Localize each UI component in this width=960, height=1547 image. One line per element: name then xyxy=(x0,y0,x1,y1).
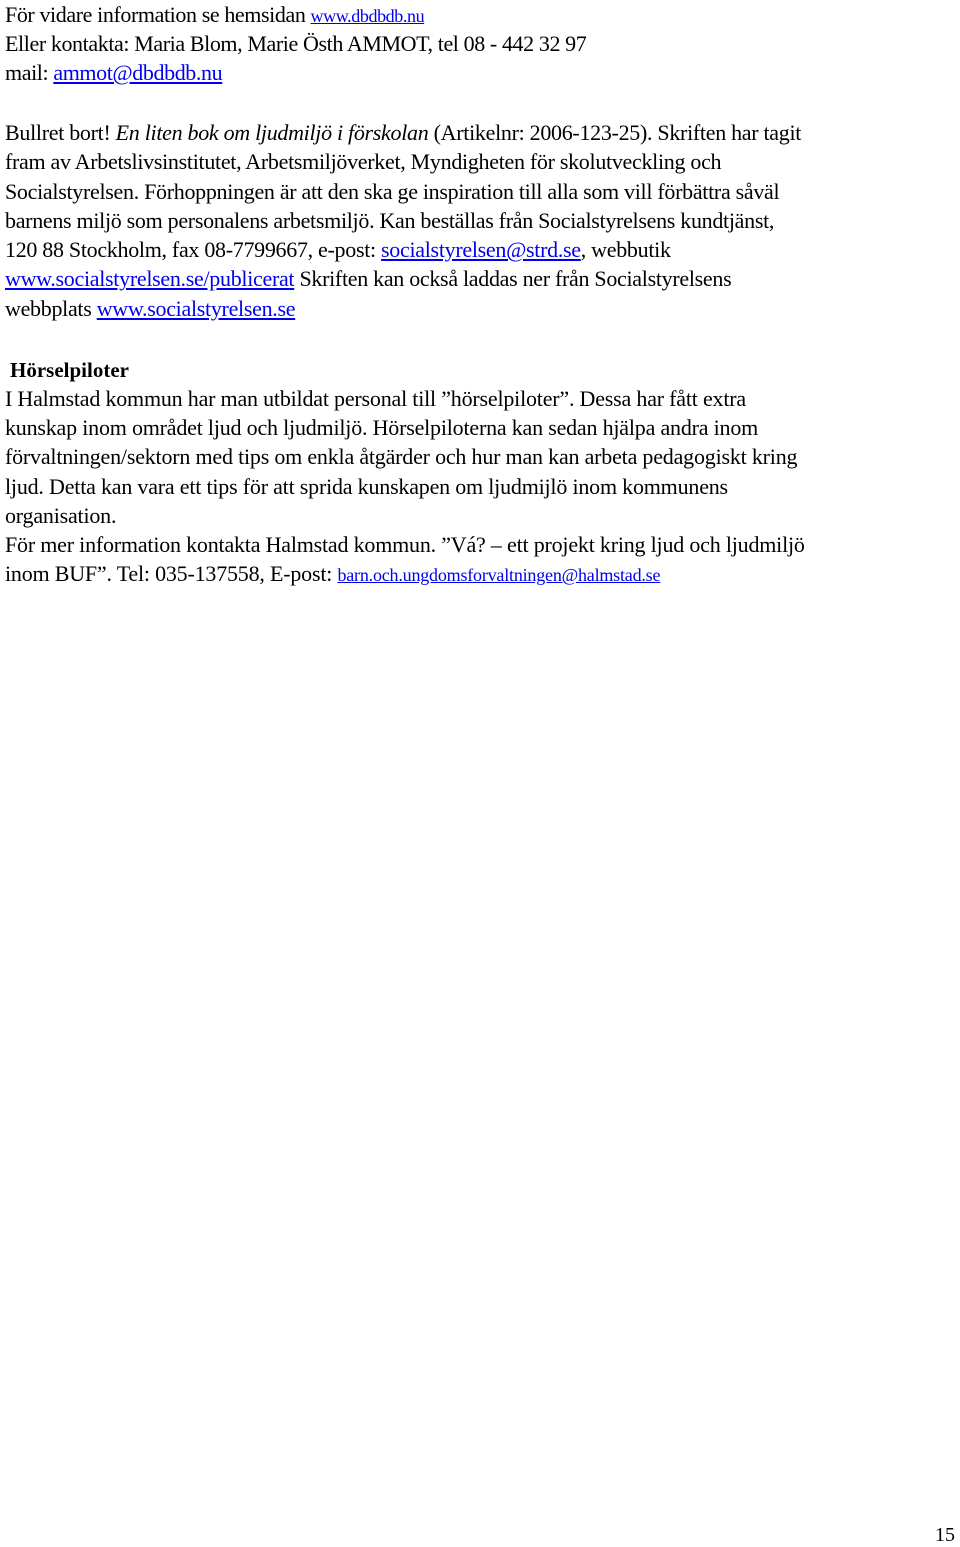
contact-line: Eller kontakta: Maria Blom, Marie Östh AMMOT, tel 08 - 442 32 97 xyxy=(5,31,587,56)
paragraph-line: organisation. xyxy=(5,502,117,528)
contact-block xyxy=(5,0,953,87)
download-text: Skriften kan också laddas ner från Socialstyrelsens xyxy=(294,266,732,292)
webshop-text: , webbutik xyxy=(580,237,671,263)
horselpiloter-paragraph xyxy=(5,384,953,588)
paragraph-line xyxy=(5,235,953,264)
mail-link[interactable]: ammot@dbdbdb.nu xyxy=(53,60,223,85)
paragraph-line: För mer information kontakta Halmstad kommun. ”Vá? – ett projekt kring ljud och ljudmiljö xyxy=(5,532,805,558)
address-text: 120 88 Stockholm, fax 08-7799667, e-post: xyxy=(5,237,382,263)
homepage-text: För vidare information se hemsidan xyxy=(5,2,311,27)
homepage-link[interactable]: www.dbdbdb.nu xyxy=(310,6,425,26)
homepage-line xyxy=(5,0,953,29)
book-title-prefix: Bullret bort! xyxy=(5,120,116,145)
halmstad-email-link[interactable]: barn.och.ungdomsforvaltningen@halmstad.se xyxy=(337,565,661,586)
paragraph-line xyxy=(5,264,953,293)
paragraph-line xyxy=(5,559,953,588)
book-paragraph xyxy=(5,118,953,323)
paragraph-line: ljud. Detta kan vara ett tips för att sprida kunskapen om ljudmijlö inom kommunens xyxy=(5,473,728,499)
paragraph-line: kunskap inom området ljud och ljudmiljö. Hörselpiloterna kan sedan hjälpa andra inom xyxy=(5,415,759,441)
socialstyrelsen-email-link[interactable]: socialstyrelsen@strd.se xyxy=(381,237,581,263)
paragraph-line: fram av Arbetslivsinstitutet, Arbetsmiljöverket, Myndigheten för skolutveckling och xyxy=(5,149,722,175)
phone-text: inom BUF”. Tel: 035-137558, E-post: xyxy=(5,561,338,587)
page-number: 15 xyxy=(935,1524,955,1546)
paragraph-line: I Halmstad kommun har man utbildat personal till ”hörselpiloter”. Dessa har fått extra xyxy=(5,386,746,412)
mail-line xyxy=(5,58,953,87)
publicerat-link[interactable]: www.socialstyrelsen.se/publicerat xyxy=(5,266,295,292)
section-heading: Hörselpiloter xyxy=(10,358,129,383)
paragraph-line xyxy=(5,118,953,147)
website-label: webbplats xyxy=(5,295,97,321)
mail-label: mail: xyxy=(5,60,54,85)
article-number-text: (Artikelnr: 2006-123-25). Skriften har tagit xyxy=(428,120,802,145)
book-title-italic: En liten bok om ljudmiljö i förskolan xyxy=(115,120,429,145)
paragraph-line xyxy=(5,294,953,323)
paragraph-line: förvaltningen/sektorn med tips om enkla åtgärder och hur man kan arbeta pedagogiskt kring xyxy=(5,444,798,470)
socialstyrelsen-site-link[interactable]: www.socialstyrelsen.se xyxy=(96,295,296,321)
document-page xyxy=(5,0,953,588)
paragraph-line: Socialstyrelsen. Förhoppningen är att den ska ge inspiration till alla som vill förbättra såväl xyxy=(5,178,780,204)
paragraph-line: barnens miljö som personalens arbetsmiljö. Kan beställas från Socialstyrelsens kundtjänst, xyxy=(5,207,775,233)
